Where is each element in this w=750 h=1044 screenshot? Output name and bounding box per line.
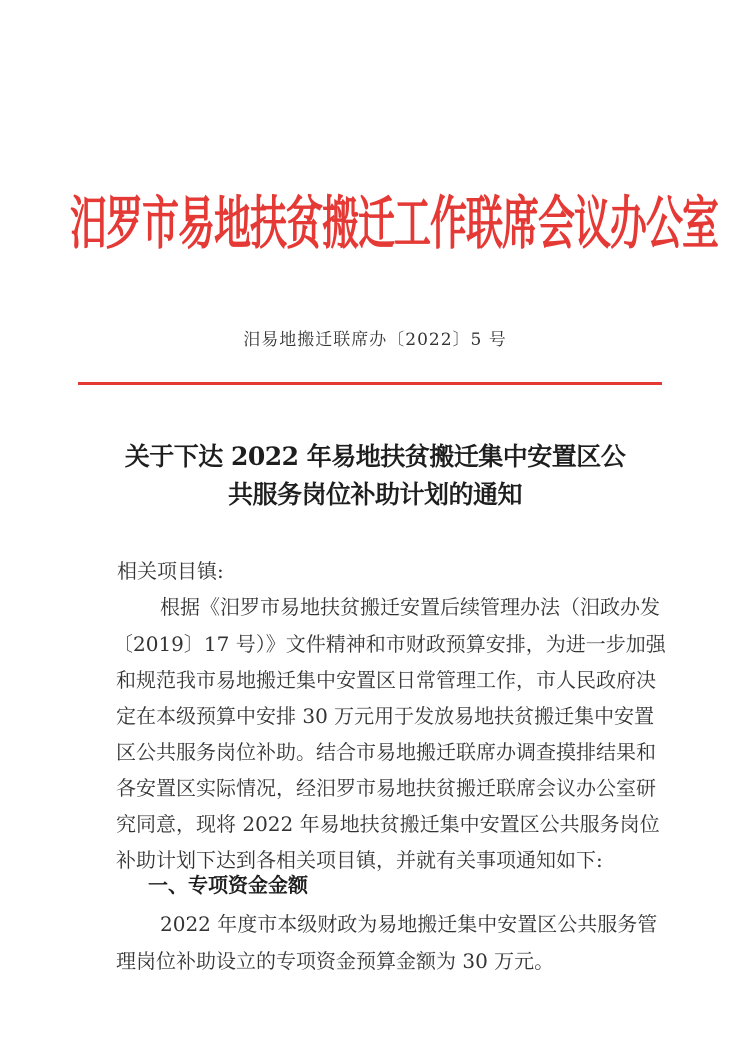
document-title-line-1: 关于下达 2022 年易地扶贫搬迁集中安置区公 bbox=[124, 442, 626, 471]
body-line-4: 定在本级预算中安排 30 万元用于发放易地扶贫搬迁集中安置 bbox=[116, 704, 655, 728]
body-line-7: 究同意，现将 2022 年易地扶贫搬迁集中安置区公共服务岗位 bbox=[116, 812, 660, 836]
document-title-line-2: 共服务岗位补助计划的通知 bbox=[227, 480, 522, 509]
body-line-1: 根据《汨罗市易地扶贫搬迁安置后续管理办法（汨政办发 bbox=[160, 595, 660, 619]
body-line-3: 和规范我市易地搬迁集中安置区日常管理工作，市人民政府决 bbox=[116, 668, 656, 692]
body-line-5: 区公共服务岗位补助。结合市易地搬迁联席办调查摸排结果和 bbox=[116, 740, 656, 764]
red-divider-line bbox=[78, 382, 662, 385]
body-line-2: 〔2019〕17 号）》文件精神和市财政预算安排，为进一步加强 bbox=[113, 632, 666, 656]
section-1-heading: 一、专项资金金额 bbox=[148, 873, 308, 897]
section-1-line-2: 理岗位补助设立的专项资金预算金额为 30 万元。 bbox=[116, 949, 555, 973]
issuer-header: 汨罗市易地扶贫搬迁工作联席会议办公室 bbox=[70, 188, 718, 258]
recipient-line: 相关项目镇: bbox=[117, 559, 224, 583]
body-line-8: 补助计划下达到各相关项目镇，并就有关事项通知如下: bbox=[116, 848, 603, 872]
body-line-6: 各安置区实际情况，经汨罗市易地扶贫搬迁联席会议办公室研 bbox=[116, 776, 656, 800]
section-1-line-1: 2022 年度市本级财政为易地搬迁集中安置区公共服务管 bbox=[160, 912, 658, 936]
document-number: 汨易地搬迁联席办〔2022〕5 号 bbox=[243, 330, 507, 350]
